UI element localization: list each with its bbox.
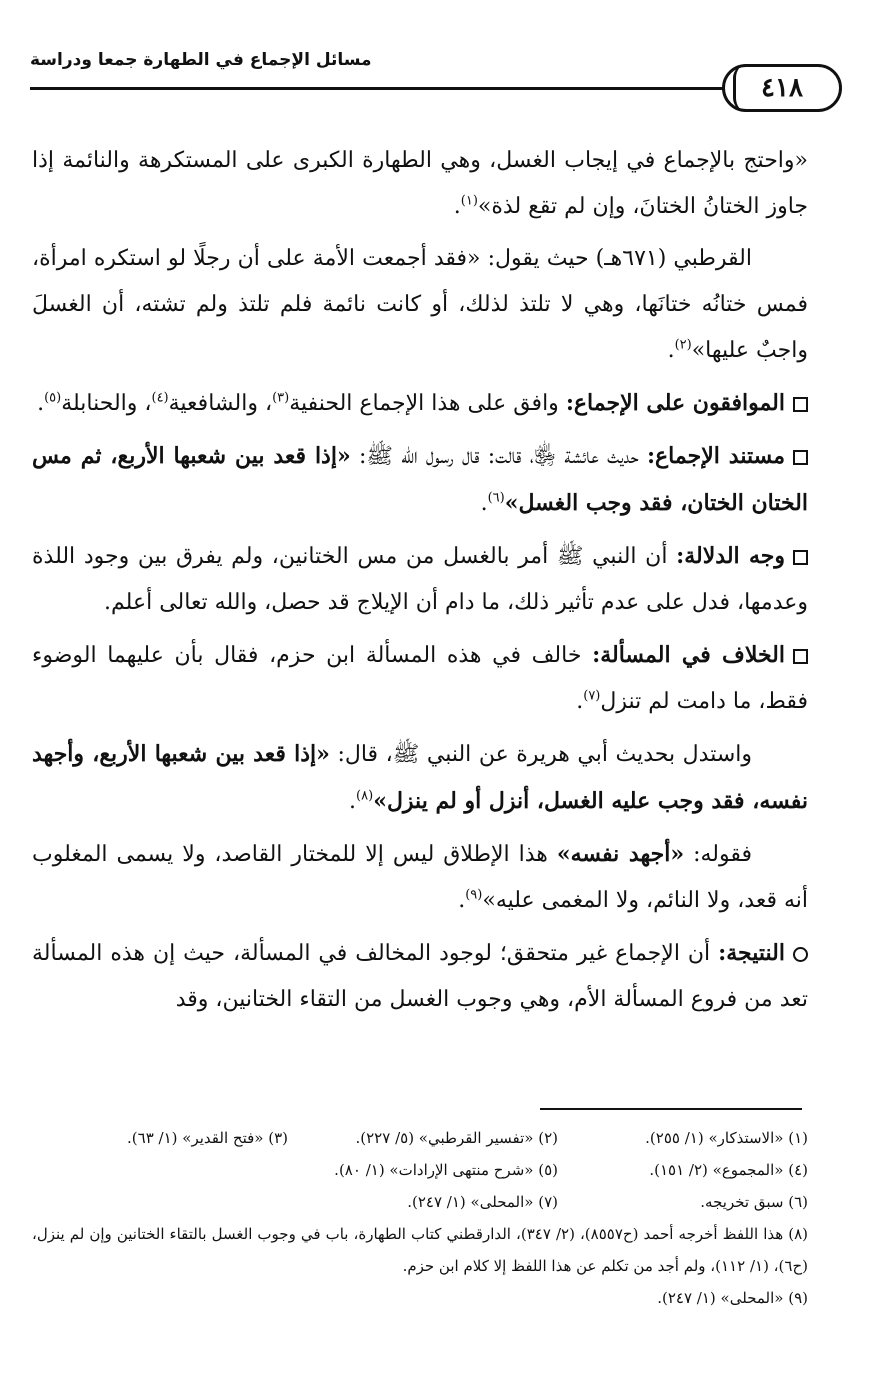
paragraph-disagreement: [32, 632, 808, 725]
paragraph-result: [32, 930, 808, 1023]
footnote-2: (٢) «تفسير القرطبي» (٥/ ٢٢٧).: [355, 1129, 558, 1147]
paragraph-agreeing: [32, 380, 808, 427]
circle-bullet-icon: [793, 947, 808, 962]
paragraph-basis: [32, 433, 808, 527]
paragraph-end: .: [576, 689, 584, 714]
paragraph-indication: [32, 533, 808, 626]
footnote-7: (٧) «المحلى» (١/ ٢٤٧).: [407, 1193, 558, 1211]
footnote-ref: (١): [460, 193, 478, 209]
paragraph-end: .: [667, 338, 675, 363]
paragraph-evidence: [32, 731, 808, 825]
running-title: مسائل الإجماع في الطهارة جمعا ودراسة: [30, 50, 372, 70]
body-text: [32, 138, 808, 1029]
footnote-ref: (٣): [272, 390, 290, 406]
footnote-1: (١) «الاستذكار» (١/ ٢٥٥).: [645, 1129, 808, 1147]
footnote-6: (٦) سبق تخريجه.: [700, 1193, 808, 1211]
paragraph-explanation: [32, 831, 808, 924]
hadith-text: «إذا قعد بين شعبها الأربع، ثم مس الختان الختان، فقد وجب الغسل»: [32, 443, 808, 516]
section-label: الخلاف في المسألة:: [592, 642, 785, 668]
page-number-badge: [722, 64, 842, 112]
paragraph-text: واستدل بحديث أبي هريرة عن النبي ﷺ، قال:: [337, 742, 752, 767]
paragraph-text: «واحتج بالإجماع في إيجاب الغسل، وهي الطهارة الكبرى على المستكرهة والنائمة إذا جاوز الختانُ الختانَ، وإن لم تقع لذة»: [32, 148, 808, 219]
paragraph-end: .: [453, 194, 461, 219]
paragraph-text: أن الإجماع غير متحقق؛ لوجود المخالف في المسألة، حيث إن هذه المسألة تعد من فروع المسألة الأم، وهي وجوب الغسل من التقاء الختانين، وقد: [32, 941, 808, 1012]
section-label: وجه الدلالة:: [676, 543, 785, 569]
footnote-ref: (٩): [465, 887, 483, 903]
paragraph-text: خالف في هذه المسألة ابن حزم، فقال بأن عليهما الوضوء فقط، ما دامت لم تنزل: [32, 643, 808, 714]
paragraph-text: ، والحنابلة: [61, 391, 152, 416]
section-label: مستند الإجماع:: [646, 443, 786, 469]
square-bullet-icon: [793, 550, 808, 565]
square-bullet-icon: [793, 649, 808, 664]
footnotes: [32, 1122, 808, 1314]
paragraph-end: .: [349, 789, 357, 814]
paragraph-end: .: [480, 491, 488, 516]
footnote-ref: (٥): [44, 390, 62, 406]
page-number-cap-ornament: [733, 64, 747, 112]
paragraph-end: .: [458, 888, 466, 913]
footnote-ref: (٨): [356, 788, 374, 804]
footnote-row: [32, 1154, 808, 1186]
footnote-9: (٩) «المحلى» (١/ ٢٤٧).: [657, 1289, 808, 1307]
footnote-row: [32, 1122, 808, 1154]
section-label: النتيجة:: [718, 940, 785, 966]
footnote-4: (٤) «المجموع» (٢/ ١٥١).: [649, 1161, 808, 1179]
paragraph-text: فقوله:: [693, 842, 752, 867]
square-bullet-icon: [793, 450, 808, 465]
footnote-ref: (٤): [151, 390, 169, 406]
paragraph-text: القرطبي (٦٧١هـ) حيث يقول: «فقد أجمعت الأمة على أن رجلًا لو استكره امرأة، فمس ختانُه ختانَها، وهي لا تلتذ لذلك، أو كانت نائمة فلم تلتذ ولم تشته، أن الغسلَ واجبٌ عليها»: [32, 246, 808, 363]
footnote-3: (٣) «فتح القدير» (١/ ٦٣).: [127, 1129, 288, 1147]
paragraph-text: أن النبي ﷺ أمر بالغسل من مس الختانين، ولم يفرق بين وجود اللذة وعدمها، فدل على عدم تأثير ذلك، ما دام أن الإيلاج قد حصل، والله تعالى أعلم.: [32, 544, 808, 615]
footnote-row: [32, 1186, 808, 1218]
paragraph-qurtubi: [32, 236, 808, 374]
paragraph-quote-1: [32, 138, 808, 230]
paragraph-end: .: [37, 391, 45, 416]
footnote-5: (٥) «شرح منتهى الإرادات» (١/ ٨٠).: [334, 1161, 558, 1179]
footnote-ref: (٢): [674, 337, 692, 353]
paragraph-text: هذا الإطلاق ليس إلا للمختار القاصد، ولا يسمى المغلوب أنه قعد، ولا النائم، ولا المغمى عليه»: [32, 842, 808, 913]
page-number: ٤١٨: [761, 73, 803, 103]
paragraph-text: حديث عائشة ﵂، قالت: قال رسول الله ﷺ:: [358, 444, 639, 469]
quote-text: «أجهد نفسه»: [556, 841, 685, 867]
header-rule: [30, 87, 730, 90]
footnote-separator: [540, 1108, 802, 1110]
footnote-ref: (٦): [487, 490, 505, 506]
square-bullet-icon: [793, 397, 808, 412]
footnote-ref: (٧): [583, 688, 601, 704]
hadith-text: «إذا قعد بين شعبها الأربع، وأجهد نفسه، فقد وجب عليه الغسل، أنزل أو لم ينزل»: [32, 741, 808, 814]
section-label: الموافقون على الإجماع:: [565, 390, 785, 416]
paragraph-text: ، والشافعية: [168, 391, 273, 416]
paragraph-text: وافق على هذا الإجماع الحنفية: [289, 391, 559, 416]
footnote-8: (٨) هذا اللفظ أخرجه أحمد (ح٨٥٥٧)، (٢/ ٣٤٧)، الدارقطني كتاب الطهارة، باب في وجوب الغسل بالتقاء الختانين وإن لم ينزل، (ح٦)، (١/ ١١٢)، ولم أجد من تكلم عن هذا اللفظ إلا كلام ابن حزم.: [32, 1225, 808, 1275]
